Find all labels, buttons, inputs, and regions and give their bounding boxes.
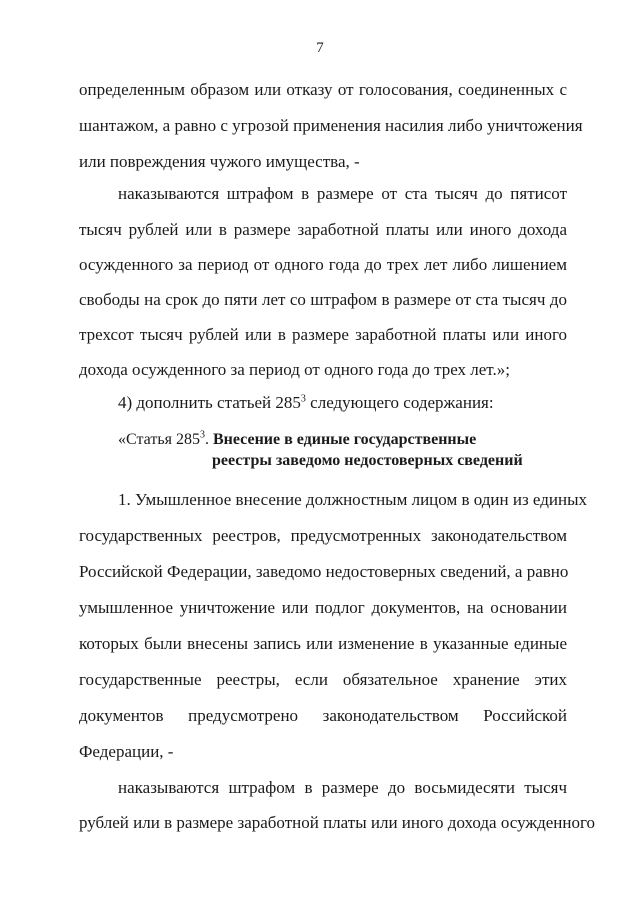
page-number: 7 <box>316 40 324 56</box>
text-line: тысяч рублей или в размере заработной платы или иного дохода <box>79 220 567 239</box>
text-line: государственных реестров, предусмотренных законодательством <box>79 526 567 545</box>
article-heading-line1 <box>118 430 476 450</box>
text-line: или повреждения чужого имущества, - <box>79 152 360 171</box>
text-line: которых были внесены запись или изменение в указанные единые <box>79 634 567 653</box>
article-title: Внесение в единые государственные <box>212 431 477 448</box>
article-number: «Статья 285 <box>118 431 200 448</box>
superscript: 3 <box>199 429 205 441</box>
text-line: осужденного за период от одного года до трех лет либо лишением <box>79 255 567 274</box>
text-line: наказываются штрафом в размере до восьмидесяти тысяч <box>118 778 567 797</box>
text-line: Российской Федерации, заведомо недостоверных сведений, а равно <box>79 562 569 581</box>
text-line: умышленное уничтожение или подлог документов, на основании <box>79 598 567 617</box>
amendment-text: 4) дополнить статьей 285 <box>118 393 301 412</box>
text-line: свободы на срок до пяти лет со штрафом в размере от ста тысяч до <box>79 290 567 309</box>
text-line: наказываются штрафом в размере от ста тысяч до пятисот <box>118 184 567 203</box>
amendment-item <box>118 392 567 414</box>
text-line: определенным образом или отказу от голосования, соединенных с <box>79 80 567 99</box>
amendment-text-end: следующего содержания: <box>305 393 494 412</box>
text-line: государственные реестры, если обязательное хранение этих <box>79 670 567 689</box>
text-line: 1. Умышленное внесение должностным лицом в один из единых <box>118 490 587 509</box>
text-line: шантажом, а равно с угрозой применения насилия либо уничтожения <box>79 116 583 135</box>
text-line: трехсот тысяч рублей или в размере заработной платы или иного <box>79 325 567 344</box>
article-title-line2: реестры заведомо недостоверных сведений <box>212 452 523 469</box>
text-line: рублей или в размере заработной платы или иного дохода осужденного <box>79 813 596 832</box>
superscript: 3 <box>300 393 306 405</box>
article-dot: . <box>204 431 213 448</box>
text-line: Федерации, - <box>79 742 174 761</box>
text-line: документов предусмотрено законодательством Российской <box>79 706 567 725</box>
text-line: дохода осужденного за период от одного года до трех лет.»; <box>79 360 510 379</box>
